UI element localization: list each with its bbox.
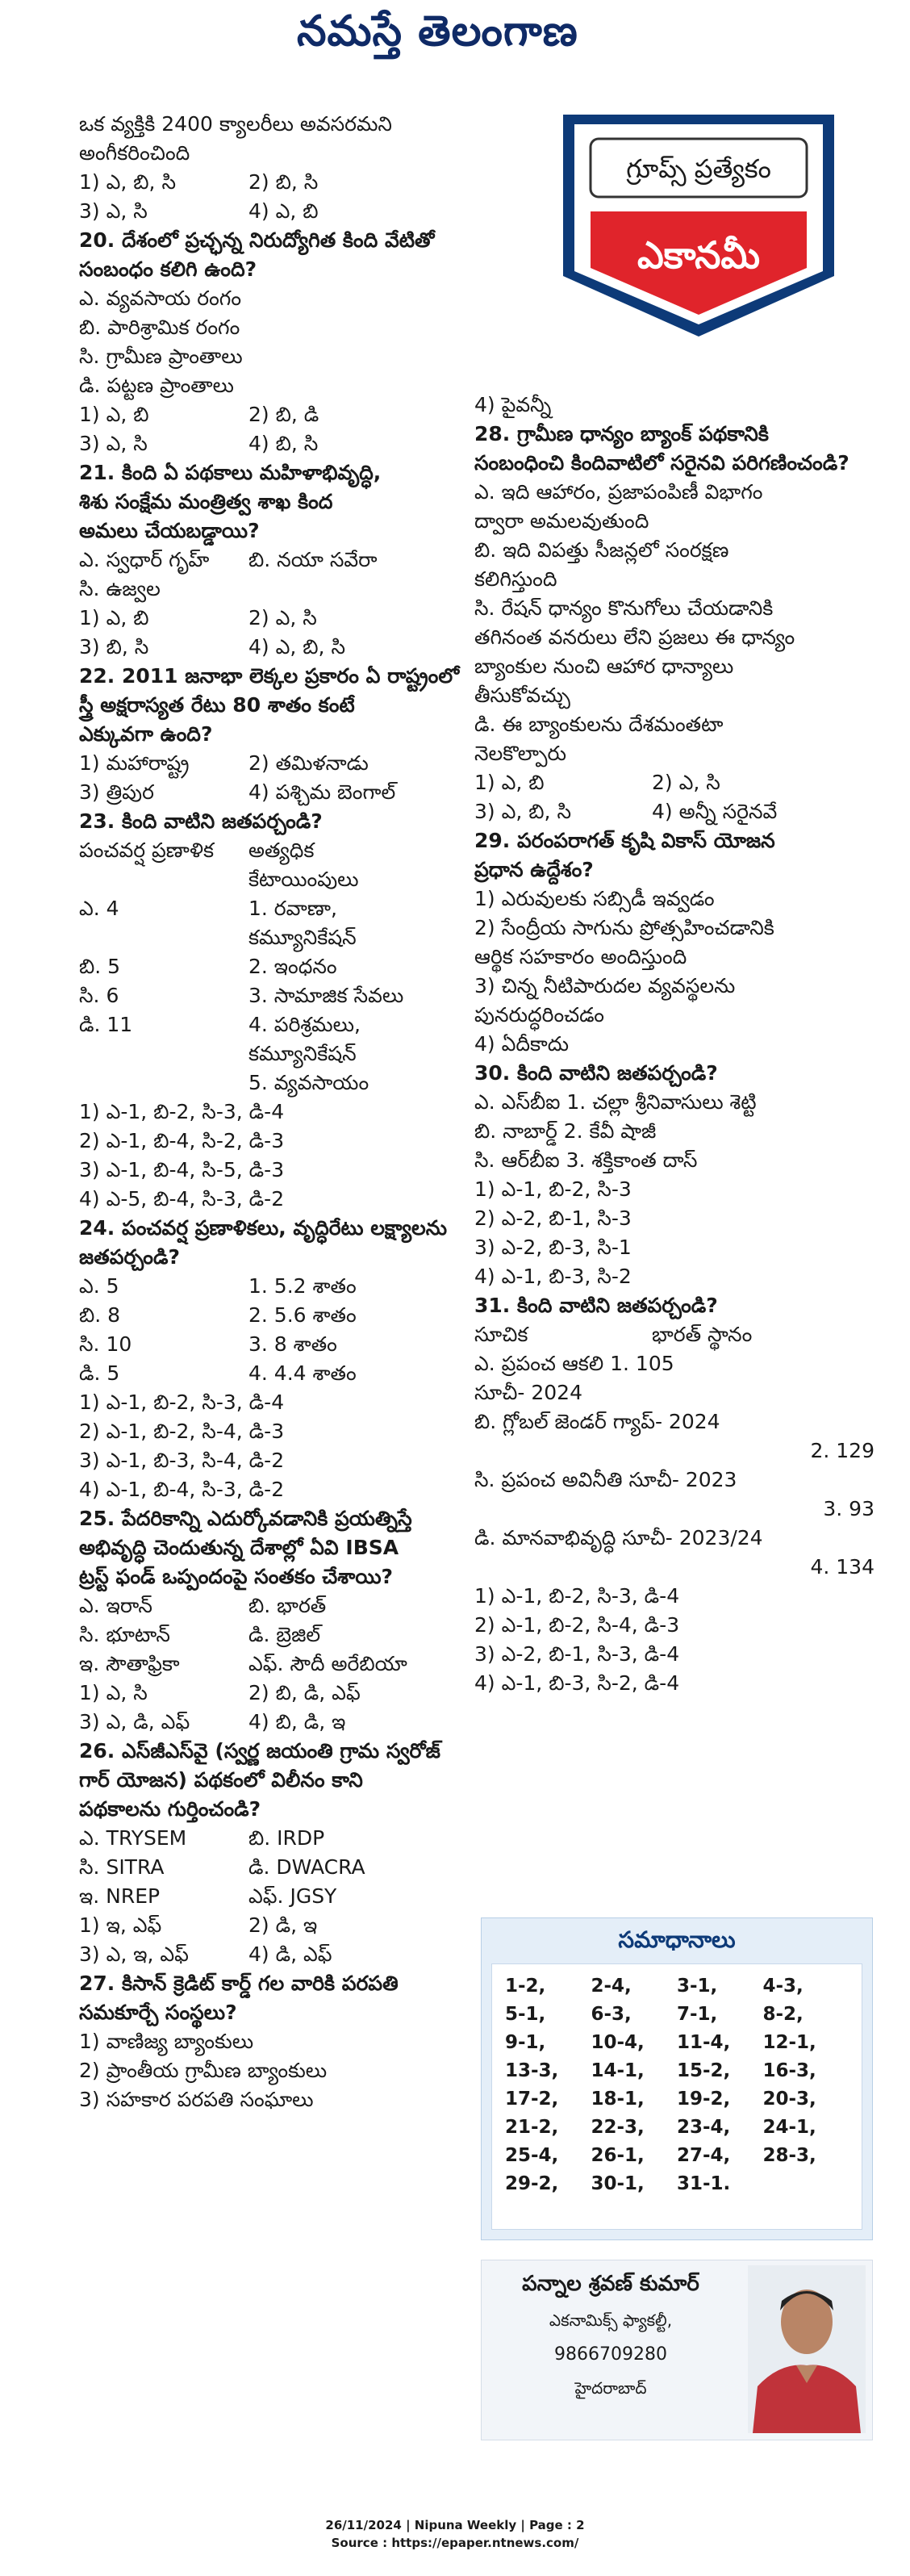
left-text-line: ఒక వ్యక్తికి 2400 క్యాలరీలు అవసరమని	[79, 112, 392, 136]
author-role: ఎకనామిక్స్ ఫ్యాకల్టీ,	[549, 2310, 673, 2330]
left-text-line	[79, 1620, 466, 1650]
left-text-line	[79, 749, 466, 778]
answer-item: 23-4,	[677, 2117, 731, 2138]
left-text-line: 24. పంచవర్ష ప్రణాళికలు, వృద్ధిరేటు లక్ష్యాలను	[79, 1216, 447, 1240]
right-text-line	[474, 1320, 875, 1349]
left-text-line	[79, 197, 466, 226]
left-text-line: ట్రస్ట్ ఫండ్ ఒప్పందంపై సంతకం చేశాయి?	[79, 1565, 393, 1588]
right-text-line: 4) ఎ-1, బి-3, సి-2	[474, 1265, 632, 1288]
option-right: బి. IRDP	[248, 1826, 325, 1850]
answer-item: 15-2,	[677, 2060, 731, 2081]
option-left: 3) ఎ, డి, ఎఫ్	[79, 1710, 190, 1733]
option-right: డి. DWACRA	[248, 1855, 365, 1879]
right-text-line: సూచీ- 2024	[474, 1381, 582, 1404]
answer-item: 8-2,	[762, 2004, 804, 2025]
left-text-line	[79, 1301, 466, 1330]
right-text-line: డి. ఈ బ్యాంకులను దేశమంతటా	[474, 713, 724, 736]
answer-item: 22-3,	[591, 2117, 645, 2138]
right-text-line	[474, 797, 875, 826]
option-right: కమ్యూనికేషన్	[248, 926, 357, 949]
option-left: 3) త్రిపుర	[79, 780, 154, 804]
answers-title: సమాధానాలు	[618, 1926, 736, 1953]
left-text-line	[79, 1591, 466, 1620]
left-text-line	[79, 604, 466, 633]
right-text-line: 3) ఎ-2, బి-1, సి-3, డి-4	[474, 1642, 680, 1666]
option-right: 4) అన్నీ సరైనవే	[652, 800, 778, 823]
option-right: 5. వ్యవసాయం	[248, 1071, 369, 1094]
right-text-line: 3) ఎ-2, బి-3, సి-1	[474, 1236, 632, 1259]
answer-item: 6-3,	[591, 2004, 632, 2025]
option-right: 2) డి, ఇ	[248, 1913, 318, 1937]
option-right: 4) డి, ఎఫ్	[248, 1942, 332, 1966]
left-text-line: అంగీకరించింది	[79, 141, 190, 165]
left-text-line: బి. పారిశ్రామిక రంగం	[79, 316, 240, 339]
option-left	[79, 923, 248, 952]
option-right: ఎఫ్. సౌదీ అరేబియా	[248, 1652, 407, 1675]
option-right: భారత్ స్థానం	[652, 1323, 753, 1346]
option-left: 3) ఎ, సి	[79, 432, 148, 455]
option-left: 1) ఎ, బి	[79, 403, 149, 426]
left-text-line: 3) ఎ-1, బి-4, సి-5, డి-3	[79, 1158, 285, 1181]
left-text-line: గార్ యోజన) పథకంలో విలీనం కాని	[79, 1768, 363, 1792]
right-text-line: బి. ఇది విపత్తు సీజన్లలో సంరక్షణ	[474, 538, 729, 562]
right-text-line: 2) ఎ-1, బి-2, సి-4, డి-3	[474, 1613, 680, 1637]
left-text-line: 26. ఎస్‌జీఎస్‌వై (స్వర్ణ జయంతి గ్రామ స్వరోజ్	[79, 1739, 440, 1763]
right-text-line: ఎ. ఎస్‌బీఐ 1. చల్లా శ్రీనివాసులు శెట్టి	[474, 1090, 757, 1114]
option-right: 2) ఎ, సి	[248, 606, 317, 629]
right-text-line: 2) ఎ-2, బి-1, సి-3	[474, 1206, 632, 1230]
answer-item: 27-4,	[677, 2145, 731, 2166]
option-right: 4) ఎ, బి, సి	[248, 635, 345, 659]
left-text-line: జతపర్చండి?	[79, 1245, 180, 1269]
right-text-line: తగినంత వనరులు లేని ప్రజలు ఈ ధాన్యం	[474, 625, 795, 649]
option-left: 1) ఇ, ఎఫ్	[79, 1913, 162, 1937]
option-left: ఇ. సౌతాఫ్రికా	[79, 1652, 180, 1675]
option-left: బి. 8	[79, 1303, 121, 1327]
option-left: సి. SITRA	[79, 1855, 165, 1879]
badge-top-label: గ్రూప్స్ ప్రత్యేకం	[626, 153, 771, 184]
option-left: 3) ఎ, సి	[79, 199, 148, 223]
answer-item: 18-1,	[591, 2089, 645, 2110]
left-text-line: 27. కిసాన్ క్రెడిట్ కార్డ్ గల వారికి పరపతి	[79, 1972, 399, 1995]
option-right: 2. ఇంధనం	[248, 955, 337, 978]
masthead	[0, 0, 910, 73]
right-text-line: బి. గ్లోబల్ జెండర్ గ్యాప్- 2024	[474, 1410, 720, 1433]
left-text-line	[79, 894, 466, 923]
option-right: డి. బ్రెజిల్	[248, 1623, 321, 1646]
answer-item: 4-3,	[762, 1976, 804, 1997]
option-left: 1) ఎ, సి	[79, 1681, 148, 1704]
right-text-line: 1) ఎ-1, బి-2, సి-3	[474, 1177, 632, 1201]
right-text-line: పునరుద్ధరించడం	[474, 1003, 604, 1027]
answer-item: 24-1,	[762, 2117, 816, 2138]
left-text-line: 3) సహకార పరపతి సంఘాలు	[79, 2088, 314, 2111]
left-text-line	[79, 1068, 466, 1098]
right-text-line: ప్రధాన ఉద్దేశం?	[474, 858, 594, 881]
right-text-line: సంబంధించి కిందివాటిలో సరైనవి పరిగణించండి?	[474, 451, 849, 475]
left-text-line: అభివృద్ధి చెందుతున్న దేశాల్లో ఏవి IBSA	[79, 1536, 399, 1559]
right-text-line: కలిగిస్తుంది	[474, 567, 557, 591]
left-text-line	[79, 546, 466, 575]
right-text-line: 4. 134	[810, 1555, 875, 1579]
option-right: 2) తమిళనాడు	[248, 751, 369, 775]
right-column	[474, 391, 875, 1698]
answer-item: 14-1,	[591, 2060, 645, 2081]
option-right: 4) పశ్చిమ బెంగాల్	[248, 780, 396, 804]
section-badge	[555, 107, 842, 341]
option-right: కమ్యూనికేషన్	[248, 1042, 357, 1065]
option-right: 4. పరిశ్రమలు,	[248, 1013, 361, 1036]
right-text-line: ఎ. ఇది ఆహారం, ప్రజాపంపిణీ విభాగం	[474, 480, 763, 504]
left-text-line: ఎ. వ్యవసాయ రంగం	[79, 286, 242, 310]
answer-item: 2-4,	[591, 1976, 632, 1997]
left-text-line	[79, 865, 466, 894]
option-right: 2. 5.6 శాతం	[248, 1303, 357, 1327]
option-left: ఇ. NREP	[79, 1884, 161, 1908]
right-text-line: ఆర్థిక సహకారం అందిస్తుంది	[474, 945, 687, 968]
answer-item: 29-2,	[505, 2173, 559, 2194]
left-text-line	[79, 1039, 466, 1068]
right-text-line: 1) ఎరువులకు సబ్సిడీ ఇవ్వడం	[474, 887, 715, 910]
option-left	[79, 1068, 248, 1098]
answer-item: 31-1.	[677, 2173, 731, 2194]
right-text-line: నెలకొల్పారు	[474, 742, 567, 765]
left-text-line: శిశు సంక్షేమ మంత్రిత్వ శాఖ కింద	[79, 490, 333, 513]
option-right: 4) బి, సి	[248, 432, 319, 455]
option-left: 1) ఎ, బి	[79, 606, 149, 629]
answer-item: 1-2,	[505, 1976, 546, 1997]
left-text-line: డి. పట్టణ ప్రాంతాలు	[79, 374, 234, 397]
left-text-line: 25. పేదరికాన్ని ఎదుర్కోవడానికి ప్రయత్నిస్తే	[79, 1507, 412, 1530]
answer-item: 21-2,	[505, 2117, 559, 2138]
answers-panel	[481, 1917, 873, 2240]
answer-item: 17-2,	[505, 2089, 559, 2110]
option-left	[79, 1039, 248, 1068]
option-left: సూచిక	[474, 1323, 528, 1346]
left-text-line: 4) ఎ-5, బి-4, సి-3, డి-2	[79, 1187, 285, 1211]
option-right: 2) బి, డి, ఎఫ్	[248, 1681, 361, 1704]
answer-item: 28-3,	[762, 2145, 816, 2166]
left-text-line	[79, 1824, 466, 1853]
answer-item: 25-4,	[505, 2145, 559, 2166]
left-text-line	[79, 952, 466, 981]
option-left: 3) బి, సి	[79, 635, 149, 659]
answer-item: 19-2,	[677, 2089, 731, 2110]
option-right: 2) బి, సి	[248, 170, 319, 194]
left-text-line: ఎక్కువగా ఉంది?	[79, 722, 213, 746]
right-text-line: 4) ఏదీకాదు	[474, 1032, 570, 1056]
option-right: 1. రవాణా,	[248, 897, 337, 920]
author-card	[481, 2260, 873, 2440]
option-left: 1) ఎ, బి, సి	[79, 170, 176, 194]
option-left: 3) ఎ, బి, సి	[474, 800, 571, 823]
answer-item: 16-3,	[762, 2060, 816, 2081]
left-text-line: 1) వాణిజ్య బ్యాంకులు	[79, 2030, 254, 2053]
footer-issue-line: 26/11/2024 | Nipuna Weekly | Page : 2	[325, 2518, 585, 2532]
right-text-line: 3) చిన్న నీటిపారుదల వ్యవస్థలను	[474, 974, 736, 997]
right-text-line: 1) ఎ-1, బి-2, సి-3, డి-4	[474, 1584, 680, 1608]
left-text-line: పథకాలను గుర్తించండి?	[79, 1797, 261, 1821]
left-text-line	[79, 1911, 466, 1940]
option-right: 3. 8 శాతం	[248, 1332, 337, 1356]
left-column	[79, 110, 466, 2114]
left-text-line	[79, 1882, 466, 1911]
right-text-line: 3. 93	[823, 1497, 875, 1520]
left-text-line	[79, 1010, 466, 1039]
option-left: ఎ. స్వధార్ గృహ్	[79, 548, 210, 571]
right-text-line: ఎ. ప్రపంచ ఆకలి 1. 105	[474, 1352, 674, 1375]
answer-item: 3-1,	[677, 1976, 718, 1997]
option-right: ఎఫ్. JGSY	[248, 1884, 337, 1908]
option-left: 3) ఎ, ఇ, ఎఫ్	[79, 1942, 189, 1966]
option-right: అత్యధిక	[248, 838, 315, 862]
left-text-line: సమకూర్చే సంస్థలు?	[79, 2001, 237, 2024]
option-right: 2) ఎ, సి	[652, 771, 720, 794]
right-text-line: 29. పరంపరాగత్ కృషి వికాస్ యోజన	[474, 829, 775, 852]
right-text-line: 31. కింది వాటిని జతపర్చండి?	[474, 1294, 718, 1317]
right-text-line: బి. నాబార్డ్ 2. కేవీ షాజీ	[474, 1119, 657, 1143]
left-text-line: 23. కింది వాటిని జతపర్చండి?	[79, 809, 323, 833]
answer-item: 9-1,	[505, 2032, 546, 2053]
left-text-line	[79, 778, 466, 807]
left-text-line: 1) ఎ-1, బి-2, సి-3, డి-4	[79, 1390, 285, 1414]
page-footer	[0, 2516, 910, 2552]
answers-grid	[492, 1964, 862, 2206]
answer-item: 11-4,	[677, 2032, 731, 2053]
left-text-line	[79, 1708, 466, 1737]
left-text-line: 21. కింది ఏ పథకాలు మహిళాభివృద్ధి,	[79, 461, 382, 484]
left-text-line	[79, 1359, 466, 1388]
answer-item: 5-1,	[505, 2004, 546, 2025]
left-text-line: స్త్రీ అక్షరాస్యత రేటు 80 శాతం కంటే	[79, 693, 355, 717]
option-left	[79, 865, 248, 894]
option-right: 4. 4.4 శాతం	[248, 1361, 357, 1385]
right-text-line: సి. రేషన్ ధాన్యం కొనుగోలు చేయడానికి	[474, 596, 774, 620]
left-text-line	[79, 400, 466, 429]
answers-box	[491, 1963, 862, 2230]
right-text-line: 4) పైవన్నీ	[474, 393, 552, 416]
author-city: హైదరాబాద్	[574, 2378, 647, 2398]
option-right: 1. 5.2 శాతం	[248, 1274, 357, 1298]
left-text-line	[79, 1940, 466, 1969]
left-text-line	[79, 923, 466, 952]
left-text-line: 2) ప్రాంతీయ గ్రామీణ బ్యాంకులు	[79, 2059, 328, 2082]
answer-item: 30-1,	[591, 2173, 645, 2194]
answer-item: 12-1,	[762, 2032, 816, 2053]
left-text-line: సి. ఉజ్వల	[79, 577, 161, 600]
option-left: బి. 5	[79, 955, 121, 978]
option-left: 1) ఎ, బి	[474, 771, 545, 794]
left-text-line: అమలు చేయబడ్డాయి?	[79, 519, 260, 542]
left-text-line	[79, 429, 466, 458]
option-left: 1) మహారాష్ట్ర	[79, 751, 190, 775]
left-text-line	[79, 1853, 466, 1882]
option-right: బి. నయా సవేరా	[248, 548, 378, 571]
right-text-line: 30. కింది వాటిని జతపర్చండి?	[474, 1061, 718, 1085]
option-left: ఎ. TRYSEM	[79, 1826, 187, 1850]
left-text-line	[79, 168, 466, 197]
option-left: పంచవర్ష ప్రణాళిక	[79, 838, 215, 862]
answer-item: 20-3,	[762, 2089, 816, 2110]
right-text-line: సి. ప్రపంచ అవినీతి సూచీ- 2023	[474, 1468, 737, 1491]
answer-item: 10-4,	[591, 2032, 645, 2053]
left-text-line	[79, 1679, 466, 1708]
left-text-line: 3) ఎ-1, బి-3, సి-4, డి-2	[79, 1449, 285, 1472]
option-right: 3. సామాజిక సేవలు	[248, 984, 404, 1007]
newspaper-title: నమస్తే తెలంగాణ	[297, 6, 578, 56]
option-right: 4) బి, డి, ఇ	[248, 1710, 346, 1733]
right-text-line: తీసుకోవచ్చు	[474, 684, 570, 707]
answer-item: 26-1,	[591, 2145, 645, 2166]
option-right: కేటాయింపులు	[248, 868, 359, 891]
option-left: ఎ. 5	[79, 1274, 119, 1298]
left-text-line: సి. గ్రామీణ ప్రాంతాలు	[79, 345, 243, 368]
option-left: సి. భూటాన్	[79, 1623, 170, 1646]
left-text-line: 2) ఎ-1, బి-4, సి-2, డి-3	[79, 1129, 285, 1152]
author-phone: 9866709280	[554, 2344, 667, 2365]
right-text-line: సి. ఆర్‌బీఐ 3. శక్తికాంత దాస్	[474, 1148, 698, 1172]
option-left: డి. 5	[79, 1361, 120, 1385]
left-text-line	[79, 633, 466, 662]
right-text-line: 2. 129	[810, 1439, 875, 1462]
option-right: 2) బి, డి	[248, 403, 319, 426]
right-text-line: 2) సేంద్రీయ సాగును ప్రోత్సహించడానికి	[474, 916, 774, 939]
option-left: సి. 6	[79, 984, 119, 1007]
option-left: ఎ. 4	[79, 897, 119, 920]
option-right: 4) ఎ, బి	[248, 199, 319, 223]
right-text-line: ద్వారా అమలవుతుంది	[474, 509, 649, 533]
left-text-line: 20. దేశంలో ప్రచ్ఛన్న నిరుద్యోగిత కింది వేటితో	[79, 228, 435, 252]
answer-item: 13-3,	[505, 2060, 559, 2081]
option-left: డి. 11	[79, 1013, 133, 1036]
left-text-line	[79, 1330, 466, 1359]
right-text-line: బ్యాంకుల నుంచి ఆహార ధాన్యాలు	[474, 654, 734, 678]
author-photo	[748, 2265, 866, 2433]
left-text-line	[79, 1272, 466, 1301]
left-text-line: 22. 2011 జనాభా లెక్కల ప్రకారం ఏ రాష్ట్రంలో	[79, 664, 460, 688]
right-text-line: 4) ఎ-1, బి-3, సి-2, డి-4	[474, 1671, 680, 1695]
right-text-line: 28. గ్రామీణ ధాన్యం బ్యాంక్ పథకానికి	[474, 422, 769, 445]
left-text-line: 2) ఎ-1, బి-2, సి-4, డి-3	[79, 1420, 285, 1443]
option-left: సి. 10	[79, 1332, 132, 1356]
author-name: పన్నాల శ్రవణ్ కుమార్	[522, 2272, 699, 2296]
left-text-line	[79, 836, 466, 865]
footer-source-line: Source : https://epaper.ntnews.com/	[331, 2536, 579, 2550]
left-text-line: 1) ఎ-1, బి-2, సి-3, డి-4	[79, 1100, 285, 1123]
badge-bottom-label: ఎకానమీ	[637, 233, 761, 277]
right-text-line: డి. మానవాభివృద్ధి సూచీ- 2023/24	[474, 1526, 763, 1549]
right-text-line	[474, 768, 875, 797]
left-text-line: సంబంధం కలిగి ఉంది?	[79, 257, 257, 281]
left-text-line	[79, 981, 466, 1010]
left-text-line: 4) ఎ-1, బి-4, సి-3, డి-2	[79, 1478, 285, 1501]
option-left: ఎ. ఇరాన్	[79, 1594, 152, 1617]
option-right: బి. భారత్	[248, 1594, 327, 1617]
answer-item: 7-1,	[677, 2004, 718, 2025]
left-text-line	[79, 1650, 466, 1679]
